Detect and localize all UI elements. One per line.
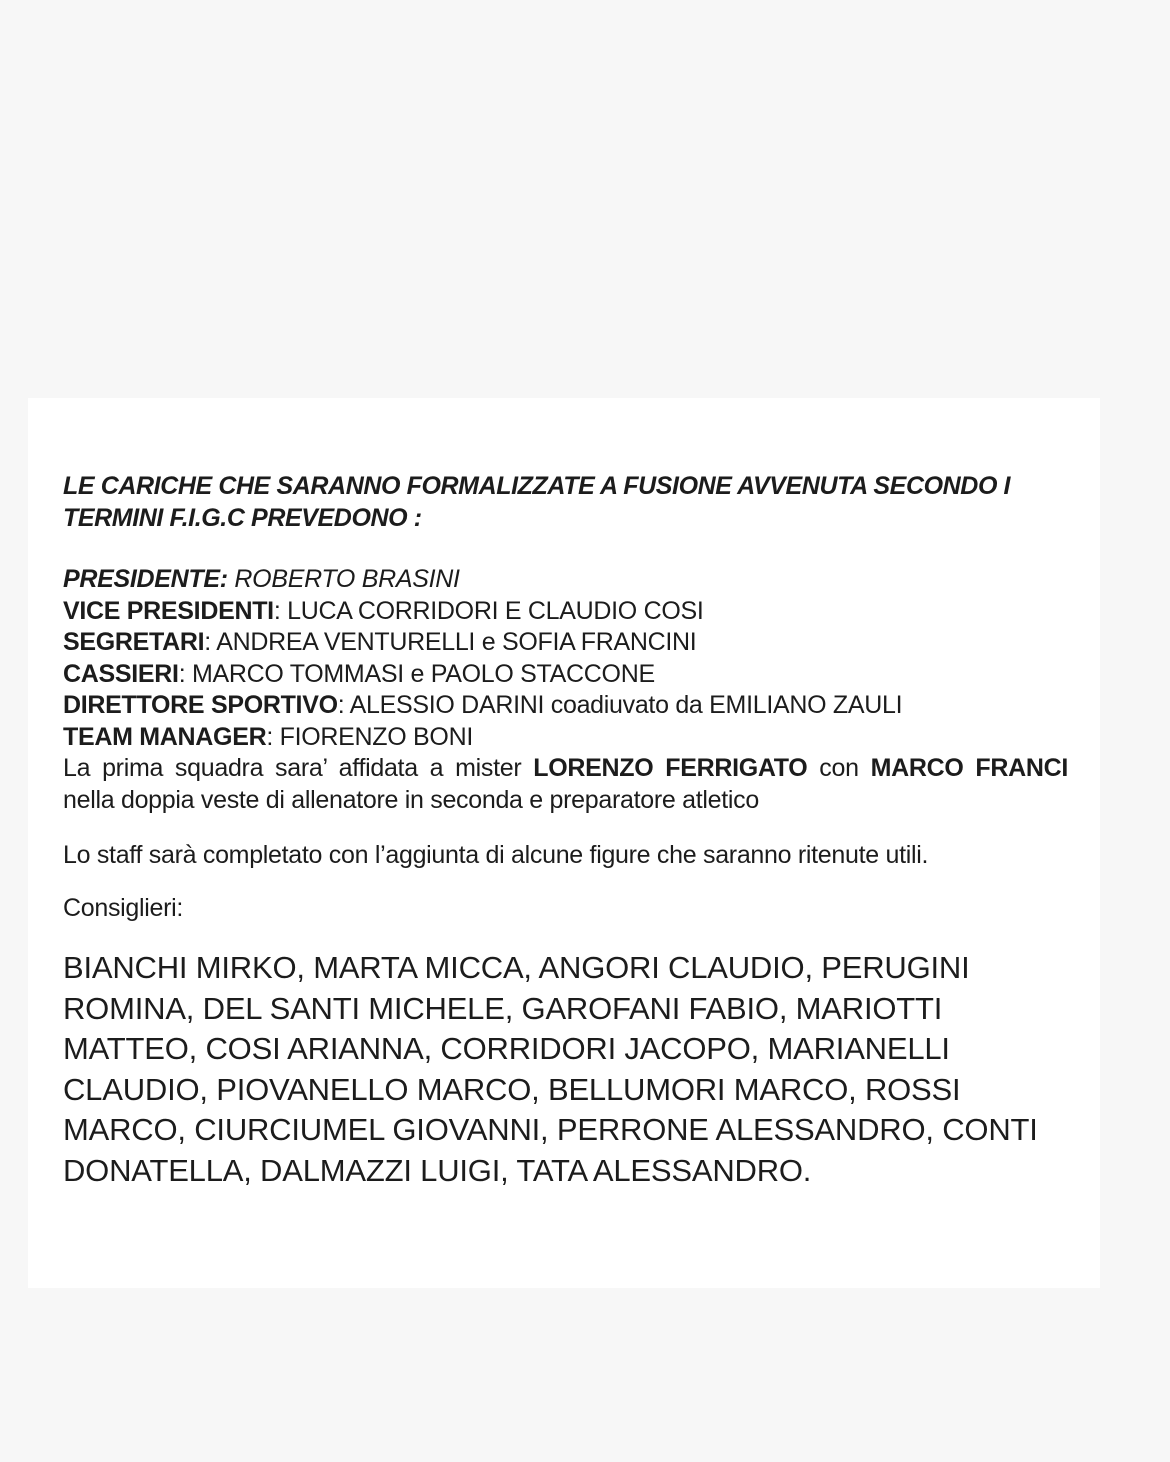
document-heading: LE CARICHE CHE SARANNO FORMALIZZATE A FUSIONE AVVENUTA SECONDO I TERMINI F.I.G.C PREVEDONO : xyxy=(63,472,1011,532)
role-treasurers xyxy=(63,659,1068,691)
role-value: : LUCA CORRIDORI E CLAUDIO COSI xyxy=(273,596,704,625)
role-value: : ALESSIO DARINI coadiuvato da EMILIANO ZAULI xyxy=(337,691,903,719)
role-value: : MARCO TOMMASI e PAOLO STACCONE xyxy=(178,659,655,688)
role-secretaries xyxy=(63,627,1068,659)
council-title: Consiglieri: xyxy=(63,894,184,922)
role-label: PRESIDENTE: xyxy=(63,565,228,593)
role-president xyxy=(63,564,1068,596)
role-label: TEAM MANAGER xyxy=(63,722,267,751)
coach-with: con xyxy=(807,754,871,782)
role-value: : FIORENZO BONI xyxy=(266,722,473,751)
role-label: CASSIERI xyxy=(63,659,179,688)
role-label: VICE PRESIDENTI xyxy=(63,596,274,625)
role-label: DIRETTORE SPORTIVO xyxy=(63,691,338,719)
document-body xyxy=(63,470,1068,1192)
coach-intro: La prima squadra sara’ affidata a mister xyxy=(63,754,534,782)
role-label: SEGRETARI xyxy=(63,628,205,656)
role-value: ROBERTO BRASINI xyxy=(227,565,460,593)
coach-paragraph xyxy=(63,753,1068,816)
coach-rest: nella doppia veste di allenatore in seconda e preparatore atletico xyxy=(63,785,759,814)
coach-name: LORENZO FERRIGATO xyxy=(533,754,808,782)
role-value: : ANDREA VENTURELLI e SOFIA FRANCINI xyxy=(204,628,697,656)
role-team-manager xyxy=(63,722,1068,754)
assistant-name: MARCO FRANCI xyxy=(870,754,1068,782)
roles-list xyxy=(63,564,1068,816)
staff-note: Lo staff sarà completato con l’aggiunta di alcune figure che saranno ritenute utili. xyxy=(63,841,929,869)
role-vice-presidents xyxy=(63,596,1068,628)
council-list: BIANCHI MIRKO, MARTA MICCA, ANGORI CLAUDIO, PERUGINI ROMINA, DEL SANTI MICHELE, GAROFANI FABIO, MARIOTTI MATTEO, COSI ARIANNA, CORRIDORI JACOPO, MARIANELLI CLAUDIO, PIOVANELLO MARCO, BELLUMORI MARCO, ROSSI MARCO, CIURCIUMEL GIOVANNI, PERRONE ALESSANDRO, CONTI DONATELLA, DALMAZZI LUIGI, TATA ALESSANDRO. xyxy=(63,950,1038,1188)
role-sporting-director xyxy=(63,690,1068,722)
